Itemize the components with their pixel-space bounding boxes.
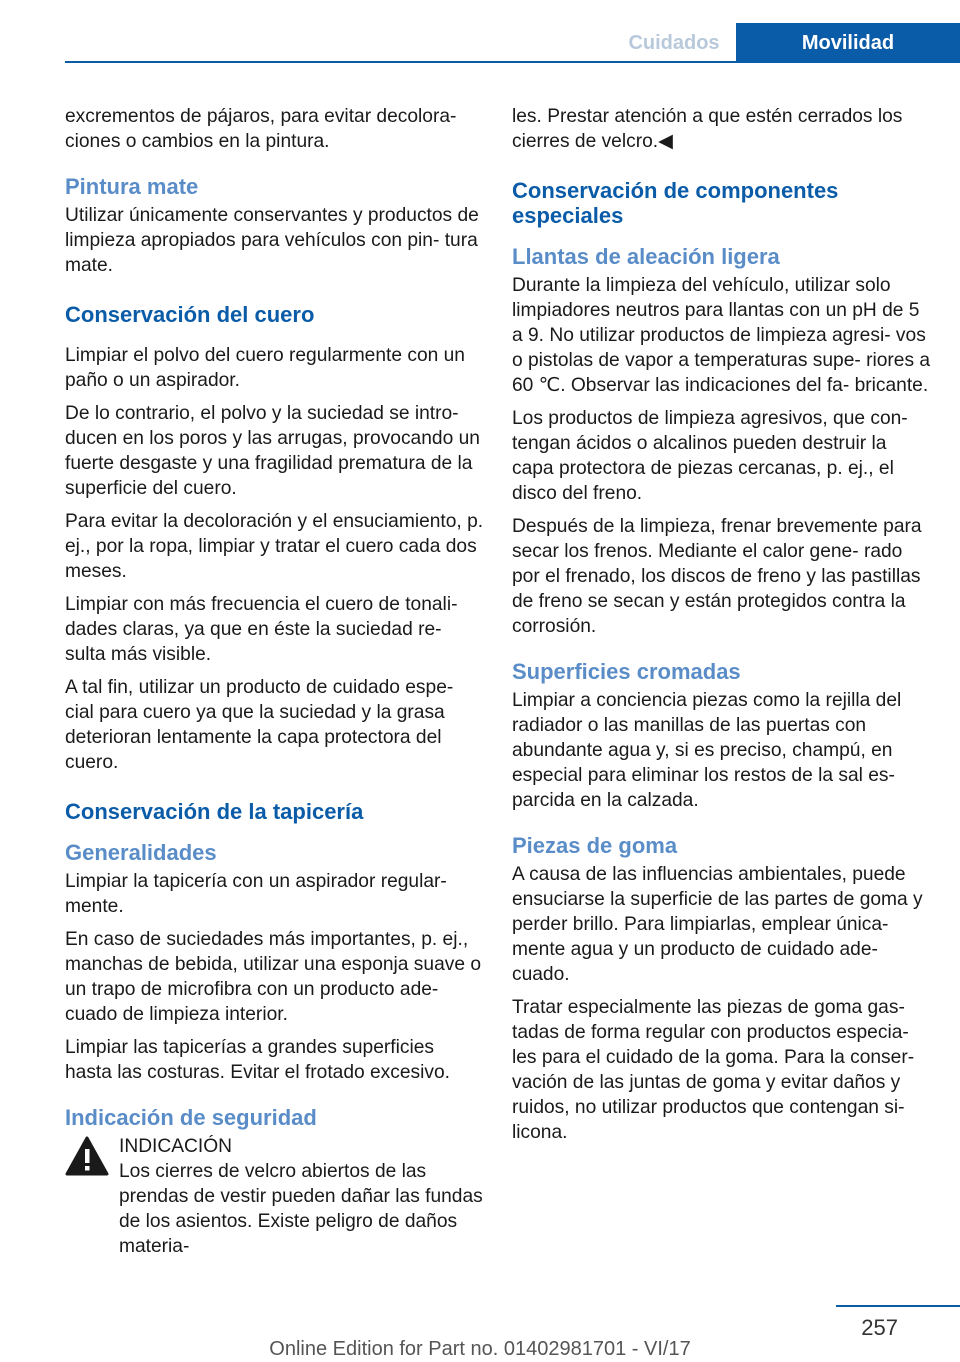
heading-pintura-mate: Pintura mate: [65, 174, 199, 199]
footer-divider: [836, 1305, 960, 1307]
paragraph: Limpiar con más frecuencia el cuero de tonali‐ dades claras, ya que en éste la suciedad re‐ sulta más visible.: [65, 594, 458, 665]
warning-label: INDICACIÓN: [119, 1136, 232, 1157]
header-divider: [65, 61, 960, 63]
paragraph: Limpiar a conciencia piezas como la rejilla del radiador o las manillas de las puertas con abundante agua y, si es preciso, champú, en especial para eliminar los restos de la sal es‐ parcida en la calzada.: [512, 690, 902, 811]
paragraph: Para evitar la decoloración y el ensuciamiento, p. ej., por la ropa, limpiar y tratar el cuero cada dos meses.: [65, 511, 484, 582]
paragraph: Utilizar únicamente conservantes y productos de limpieza apropiados para vehículos con pin‐ tura mate.: [65, 205, 479, 276]
paragraph: Después de la limpieza, frenar brevemente para secar los frenos. Mediante el calor gene‐ rado por el frenado, los discos de freno y las pastillas de freno se secan y están protegidos contra la corrosión.: [512, 516, 922, 637]
paragraph: Los productos de limpieza agresivos, que con‐ tengan ácidos o alcalinos pueden destruir la capa protectora de piezas cercanas, p. ej., el disco del freno.: [512, 408, 908, 504]
paragraph: En caso de suciedades más importantes, p. ej., manchas de bebida, utilizar una esponja suave o un trapo de microfibra con un producto ade‐ cuado de limpieza interior.: [65, 929, 482, 1025]
page-number: 257: [861, 1315, 898, 1340]
tab-cuidados[interactable]: Cuidados: [628, 32, 720, 54]
paragraph: De lo contrario, el polvo y la suciedad se intro‐ ducen en los poros y las arrugas, provocando un fuerte desgaste y una fragilidad prematura de la superficie del cuero.: [65, 403, 480, 499]
heading-piezas-goma: Piezas de goma: [512, 833, 678, 858]
edition-footer: Online Edition for Part no. 01402981701 - VI/17: [269, 1338, 691, 1360]
paragraph: Tratar especialmente las piezas de goma gas‐ tadas de forma regular con productos especia‐ les para el cuidado de la goma. Para la conser‐ vación de las juntas de goma y evitar daños y ruidos, no utilizar productos que contengan si‐ licona.: [512, 997, 915, 1143]
right-column: [512, 104, 932, 1153]
warning-text: Los cierres de velcro abiertos de las prendas de vestir pueden dañar las fundas de los asientos. Existe peligro de daños materia‐: [119, 1161, 483, 1257]
paragraph: Limpiar la tapicería con un aspirador regular‐ mente.: [65, 871, 447, 917]
heading-indicacion-seguridad: Indicación de seguridad: [65, 1105, 317, 1130]
left-column: [65, 104, 485, 1259]
paragraph: A tal fin, utilizar un producto de cuidado espe‐ cial para cuero ya que la suciedad y la grasa deterioran lentamente la capa protectora del cuero.: [65, 677, 454, 773]
heading-superficies-cromadas: Superficies cromadas: [512, 659, 741, 684]
paragraph: A causa de las influencias ambientales, puede ensuciarse la superficie de las partes de goma y perder brillo. Para limpiarlas, emplear única‐ mente agua y un producto de cuidado ade‐ cuado.: [512, 864, 923, 985]
heading-llantas: Llantas de aleación ligera: [512, 244, 780, 269]
heading-generalidades: Generalidades: [65, 840, 217, 865]
heading-conservacion-tapiceria: Conservación de la tapicería: [65, 799, 364, 824]
paragraph: les. Prestar atención a que estén cerrados los cierres de velcro.◀: [512, 106, 903, 152]
heading-conservacion-componentes: Conservación de componentes especiales: [512, 178, 839, 228]
warning-triangle-icon: [65, 1136, 109, 1176]
paragraph: Durante la limpieza del vehículo, utilizar solo limpiadores neutros para llantas con un pH de 5 a 9. No utilizar productos de limpieza agresi‐ vos o pistolas de vapor a temperaturas supe‐ riores a 60 ℃. Observar las indicaciones del fa‐ bricante.: [512, 275, 931, 396]
tab-movilidad[interactable]: Movilidad: [736, 23, 960, 61]
paragraph: excrementos de pájaros, para evitar decolora‐ ciones o cambios en la pintura.: [65, 106, 457, 152]
paragraph: Limpiar el polvo del cuero regularmente con un paño o un aspirador.: [65, 345, 465, 391]
page-header: [0, 23, 960, 63]
paragraph: Limpiar las tapicerías a grandes superficies hasta las costuras. Evitar el frotado excesivo.: [65, 1037, 450, 1083]
warning-notice: [65, 1134, 485, 1259]
heading-conservacion-cuero: Conservación del cuero: [65, 302, 315, 327]
